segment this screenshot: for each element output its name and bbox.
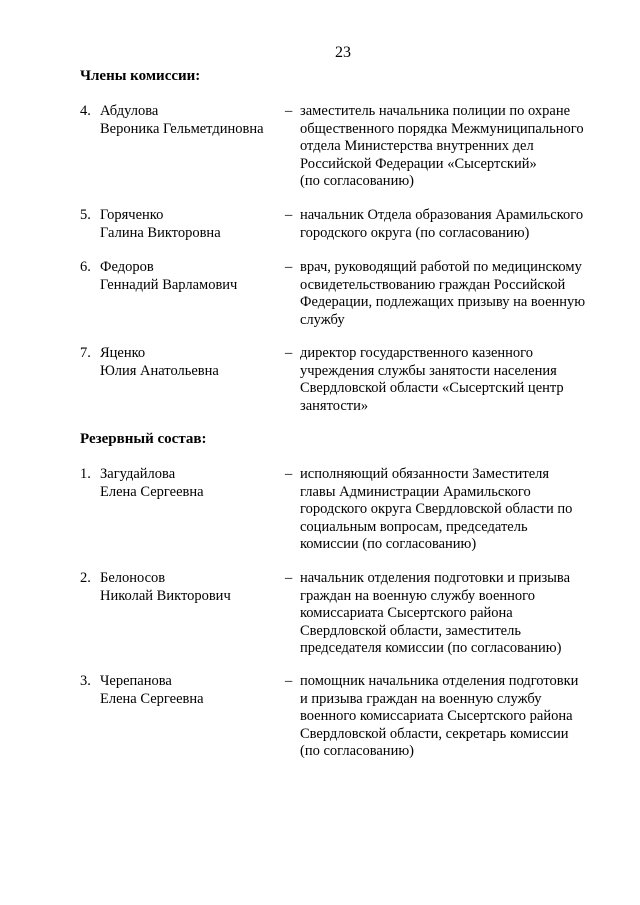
dash: – (285, 570, 293, 586)
entry-description (300, 345, 605, 415)
description-line: Федерации, подлежащих призыву на военную (300, 294, 586, 310)
entry-description (300, 466, 605, 554)
description-line: комиссариата Сысертского района (300, 605, 513, 621)
given-names: Галина Викторовна (100, 224, 221, 241)
given-names: Николай Викторович (100, 587, 231, 604)
entry-description (300, 570, 605, 658)
entry-name (100, 207, 285, 242)
given-names: Юлия Анатольевна (100, 362, 219, 379)
entry-number: 1. (80, 466, 91, 482)
entry-description (300, 207, 605, 242)
description-line: граждан на военную службу военного (300, 587, 535, 604)
surname: Яценко (100, 345, 146, 361)
entry-number: 5. (80, 207, 91, 223)
given-names: Вероника Гельметдиновна (100, 120, 264, 137)
entry-number: 3. (80, 673, 91, 689)
dash: – (285, 673, 293, 689)
entry-name (100, 259, 285, 294)
entry-name (100, 673, 285, 708)
entry-number: 4. (80, 103, 91, 119)
description-line: директор государственного казенного (300, 345, 534, 361)
description-line: председателя комиссии (по согласованию) (300, 640, 562, 656)
dash: – (285, 103, 293, 119)
description-line: начальник отделения подготовки и призыва (300, 570, 571, 586)
description-line: заместитель начальника полиции по охране (300, 103, 571, 119)
entry-description (300, 259, 605, 329)
entry-description (300, 103, 605, 191)
description-line: Свердловской области, секретарь комиссии (300, 725, 569, 742)
entry-name (100, 466, 285, 501)
surname: Горяченко (100, 207, 164, 223)
description-line: и призыва граждан на военную службу (300, 690, 542, 707)
entry-description (300, 673, 605, 761)
description-line: военного комиссариата Сысертского района (300, 708, 573, 724)
description-line: помощник начальника отделения подготовки (300, 673, 579, 689)
dash: – (285, 345, 293, 361)
description-line: освидетельствованию граждан Российской (300, 276, 566, 293)
entry-name (100, 570, 285, 605)
description-line: службу (300, 311, 345, 328)
description-line: начальник Отдела образования Арамильского (300, 207, 584, 223)
surname: Белоносов (100, 570, 166, 586)
dash: – (285, 466, 293, 482)
description-line: врач, руководящий работой по медицинскому (300, 259, 582, 275)
description-line: комиссии (по согласованию) (300, 536, 477, 552)
given-names: Елена Сергеевна (100, 483, 204, 500)
entry-name (100, 103, 285, 138)
surname: Федоров (100, 259, 154, 275)
description-line: Свердловской области «Сысертский центр (300, 380, 564, 396)
page-number: 23 (335, 44, 351, 61)
surname: Абдулова (100, 103, 159, 119)
description-line: занятости» (300, 397, 369, 414)
entry-number: 2. (80, 570, 91, 586)
description-line: учреждения службы занятости населения (300, 362, 557, 379)
description-line: социальным вопросам, председатель (300, 518, 528, 535)
members-section-title: Члены комиссии: (80, 68, 201, 84)
description-line: Российской Федерации «Сысертский» (300, 155, 537, 172)
dash: – (285, 207, 293, 223)
description-line: главы Администрации Арамильского (300, 483, 531, 500)
surname: Черепанова (100, 673, 172, 689)
entry-number: 6. (80, 259, 91, 275)
description-line: городского округа (по согласованию) (300, 224, 530, 241)
surname: Загудайлова (100, 466, 176, 482)
description-line: городского округа Свердловской области по (300, 501, 573, 517)
description-line: отдела Министерства внутренних дел (300, 138, 534, 154)
given-names: Геннадий Варламович (100, 276, 238, 293)
entry-number: 7. (80, 345, 91, 361)
description-line: (по согласованию) (300, 743, 414, 759)
description-line: Свердловской области, заместитель (300, 622, 521, 639)
reserve-section-title: Резервный состав: (80, 431, 207, 447)
description-line: общественного порядка Межмуниципального (300, 120, 584, 137)
description-line: исполняющий обязанности Заместителя (300, 466, 550, 482)
given-names: Елена Сергеевна (100, 690, 204, 707)
entry-name (100, 345, 285, 380)
dash: – (285, 259, 293, 275)
description-line: (по согласованию) (300, 173, 414, 189)
